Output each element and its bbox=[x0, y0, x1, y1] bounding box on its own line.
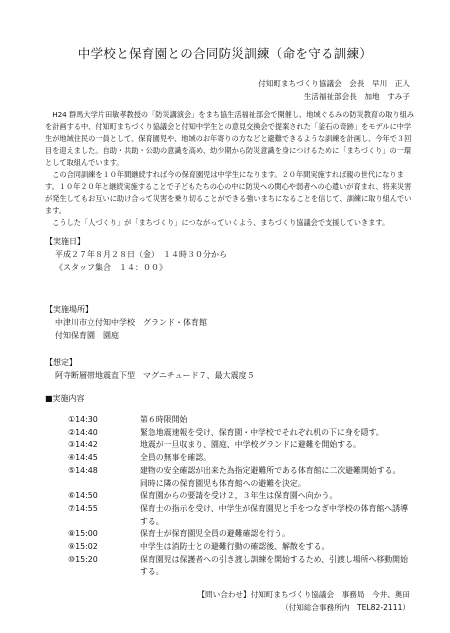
intro-paragraph-3: こうした「人づくり」が「まちづくり」につながっていくよう、まちづくり協議会で支援していきます。 bbox=[52, 218, 390, 227]
schedule-item bbox=[68, 452, 408, 465]
assumption-line: 阿寺断層帯地震直下型 マグニチュード７、最大震度５ bbox=[55, 371, 255, 380]
section-assumption-label: 【想定】 bbox=[45, 358, 77, 367]
schedule-item bbox=[68, 439, 408, 452]
place-line-nursery: 付知保育園 園庭 bbox=[55, 331, 119, 340]
schedule-time: ⑩15:20 bbox=[68, 554, 98, 564]
schedule-item bbox=[68, 503, 408, 528]
schedule-item bbox=[68, 414, 408, 427]
section-date-label: 【実施日】 bbox=[45, 237, 85, 246]
schedule-list bbox=[68, 414, 408, 579]
schedule-item bbox=[68, 528, 408, 541]
date-line: 平成２７年８月２８日（金） １４時３０分から bbox=[55, 250, 227, 259]
schedule-desc: 地震が一旦収まり、園庭、中学校グランドに避難を開始する。 bbox=[140, 440, 361, 450]
schedule-desc: 保育園児は保護者への引き渡し訓練を開始するため、引渡し場所へ移動開始する。 bbox=[140, 554, 408, 577]
schedule-item bbox=[68, 554, 408, 579]
schedule-desc: 全員の無事を確認。 bbox=[140, 453, 212, 463]
schedule-desc: 中学生は消防士との避難行動の確認後、解散をする。 bbox=[140, 542, 330, 552]
intro-paragraph-1: H24 群馬大学片田敏孝教授の「防災講演会」をまち協生活福祉部会で開催し、地域ぐるみの防災教育の取り組みを計画する中、付知町まちづくり協議会と付知中学生との意見交換会で提案された「釜石の奇跡」をモデルに中学生が地域住民の一員として、保育園児や、地域のお年寄りの方などと避難できるような訓練を計画し、今年で３回目を迎えました。自助・共助・公助の意識を高め、幼少期から防災意識を身につけるために「まちづくり」の一環として取組んでいます。 bbox=[45, 110, 415, 167]
document-title: 中学校と保育園との合同防災訓練（命を守る訓練） bbox=[77, 46, 373, 61]
schedule-time: ⑥14:50 bbox=[68, 491, 98, 501]
section-date bbox=[45, 235, 227, 274]
schedule-item bbox=[68, 465, 408, 490]
author-line-chairman: 付知町まちづくり協議会 会長 早川 正人 bbox=[258, 79, 410, 88]
section-assumption bbox=[45, 356, 255, 382]
section-place-label: 【実施場所】 bbox=[45, 305, 93, 314]
schedule-time: ⑧15:00 bbox=[68, 529, 98, 539]
schedule-time: ⑨15:02 bbox=[68, 542, 98, 552]
schedule-time: ③14:42 bbox=[68, 440, 98, 450]
schedule-desc: 保育士が保育園児全員の避難確認を行う。 bbox=[140, 529, 290, 539]
schedule-time: ⑤14:48 bbox=[68, 465, 98, 475]
schedule-desc: 建物の安全確認が出来た為指定避難所である体育館に二次避難開始する。同時に隣の保育園児も体育館への避難を決定。 bbox=[140, 465, 401, 488]
schedule-item bbox=[68, 541, 408, 554]
schedule-desc: 緊急地震速報を受け、保育園・中学校でそれぞれ机の下に身を隠す。 bbox=[140, 427, 384, 437]
author-line-welfare: 生活福祉部会長 加地 すみ子 bbox=[303, 92, 410, 101]
schedule-time: ①14:30 bbox=[68, 415, 98, 424]
contact-line: 【問い合わせ】付知町まちづくり協議会 事務局 今井、奥田 bbox=[197, 590, 410, 599]
section-place bbox=[45, 303, 207, 342]
contact-phone-line: （付知総合事務所内 TEL82-2111） bbox=[281, 602, 410, 612]
place-line-school: 中津川市立付知中学校 グランド・体育館 bbox=[55, 318, 207, 327]
section-content-label: ■実施内容 bbox=[45, 394, 85, 403]
staff-gather-line: 《スタッフ集合 １４：００》 bbox=[55, 263, 167, 272]
section-content bbox=[45, 392, 85, 405]
schedule-item bbox=[68, 490, 408, 503]
schedule-time: ④14:45 bbox=[68, 453, 98, 463]
schedule-time: ⑦14:55 bbox=[68, 503, 98, 513]
intro-body bbox=[45, 109, 415, 229]
schedule-desc: 第６時限開始 bbox=[140, 415, 188, 424]
schedule-item bbox=[68, 427, 408, 440]
schedule-desc: 保育士の指示を受け、中学生が保育園児と手をつなぎ中学校の体育館へ誘導する。 bbox=[140, 503, 408, 526]
contact-block bbox=[197, 589, 410, 614]
schedule-time: ②14:40 bbox=[68, 427, 98, 437]
intro-paragraph-2: この合同訓練を１０年間継続すれば今の保育園児は中学生になります。２０年間実施すれば親の世代になります。１０年２０年と継続実施することで子どもたちの心の中に防災への関心や弱者への心遣いが育まれ、将来災害が発生してもお互いに助け合って災害を乗り切ることができる強いまちになることを信じて、訓練に取り組んでいます。 bbox=[45, 170, 412, 215]
schedule-desc: 保育園からの要請を受け２，３年生は保育園へ向かう。 bbox=[140, 491, 338, 501]
